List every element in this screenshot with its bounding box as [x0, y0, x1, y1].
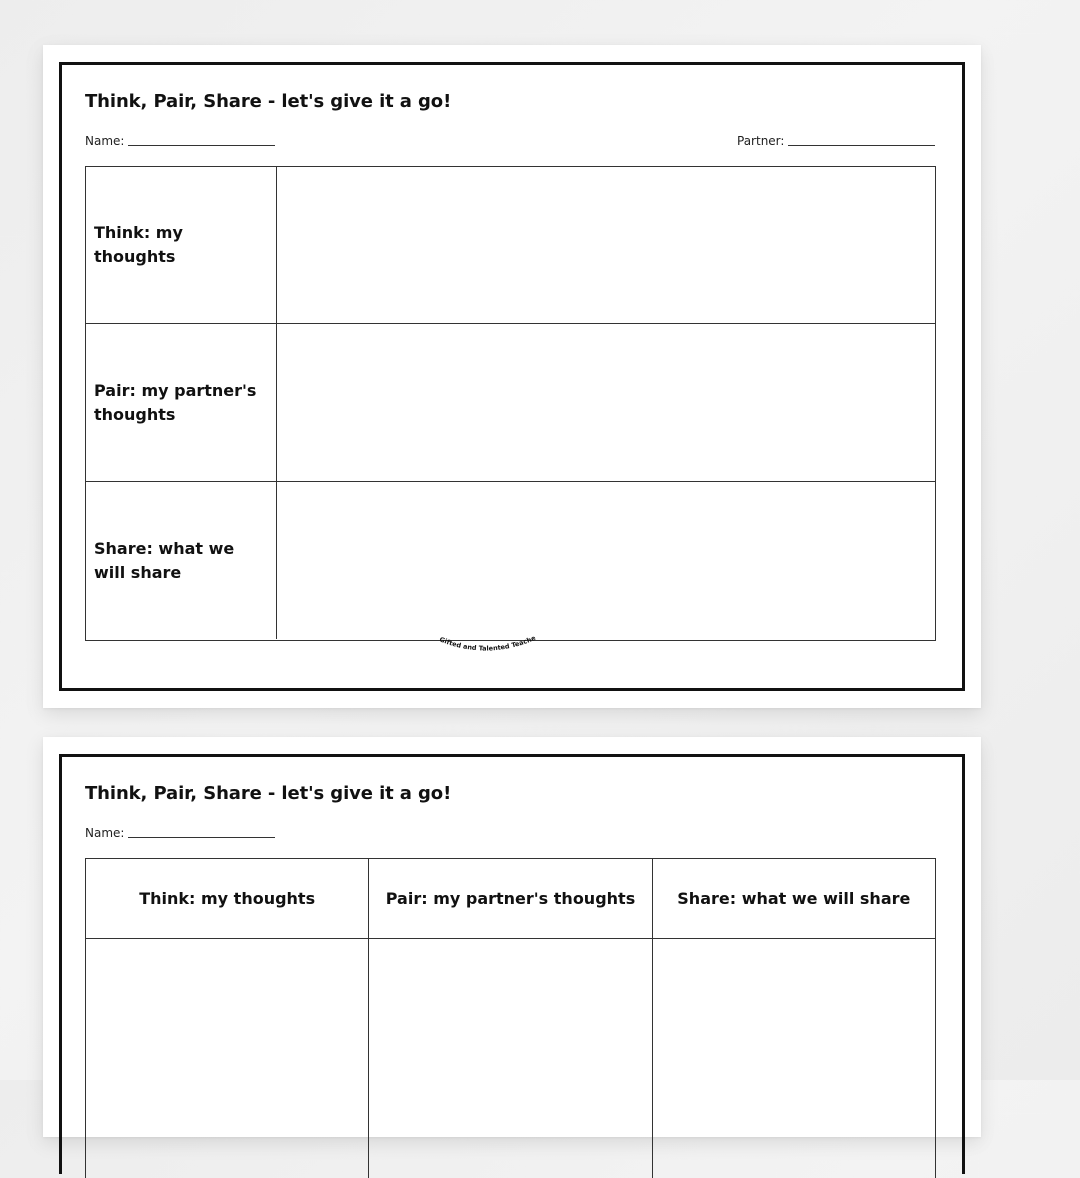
worksheet-title: Think, Pair, Share - let's give it a go! [85, 783, 452, 804]
name-label: Name: [85, 826, 125, 840]
pair-answer-box[interactable] [369, 939, 651, 1178]
think-answer-box[interactable] [86, 939, 368, 1178]
think-row-label: Think: my thoughts [86, 167, 277, 323]
brand-logo [433, 635, 543, 661]
share-row [86, 482, 935, 639]
worksheet-title: Think, Pair, Share - let's give it a go! [85, 91, 452, 112]
pair-row-label: Pair: my partner's thoughts [86, 324, 277, 481]
brand-logo-text: Gifted and Talented Teache [438, 635, 537, 653]
think-row [86, 167, 935, 324]
pair-column [369, 859, 652, 1178]
think-answer-box[interactable] [277, 167, 935, 323]
share-row-label: Share: what we will share [86, 482, 277, 639]
share-answer-box[interactable] [653, 939, 935, 1178]
svg-text:Gifted and Talented Teacher [433, 635, 537, 653]
worksheet-columns-page [43, 737, 981, 1137]
name-write-line[interactable] [128, 145, 275, 146]
partner-field [737, 134, 935, 148]
share-column [653, 859, 935, 1178]
think-column [86, 859, 369, 1178]
think-pair-share-rows-table [85, 166, 936, 641]
worksheet-rows-page [43, 45, 981, 708]
pair-column-header: Pair: my partner's thoughts [369, 859, 651, 939]
partner-label: Partner: [737, 134, 785, 148]
name-field [85, 826, 275, 840]
share-column-header: Share: what we will share [653, 859, 935, 939]
think-pair-share-columns-table [85, 858, 936, 1178]
share-answer-box[interactable] [277, 482, 935, 639]
pair-answer-box[interactable] [277, 324, 935, 481]
partner-write-line[interactable] [788, 145, 935, 146]
think-column-header: Think: my thoughts [86, 859, 368, 939]
name-field [85, 134, 275, 148]
name-label: Name: [85, 134, 125, 148]
name-write-line[interactable] [128, 837, 275, 838]
pair-row [86, 324, 935, 482]
